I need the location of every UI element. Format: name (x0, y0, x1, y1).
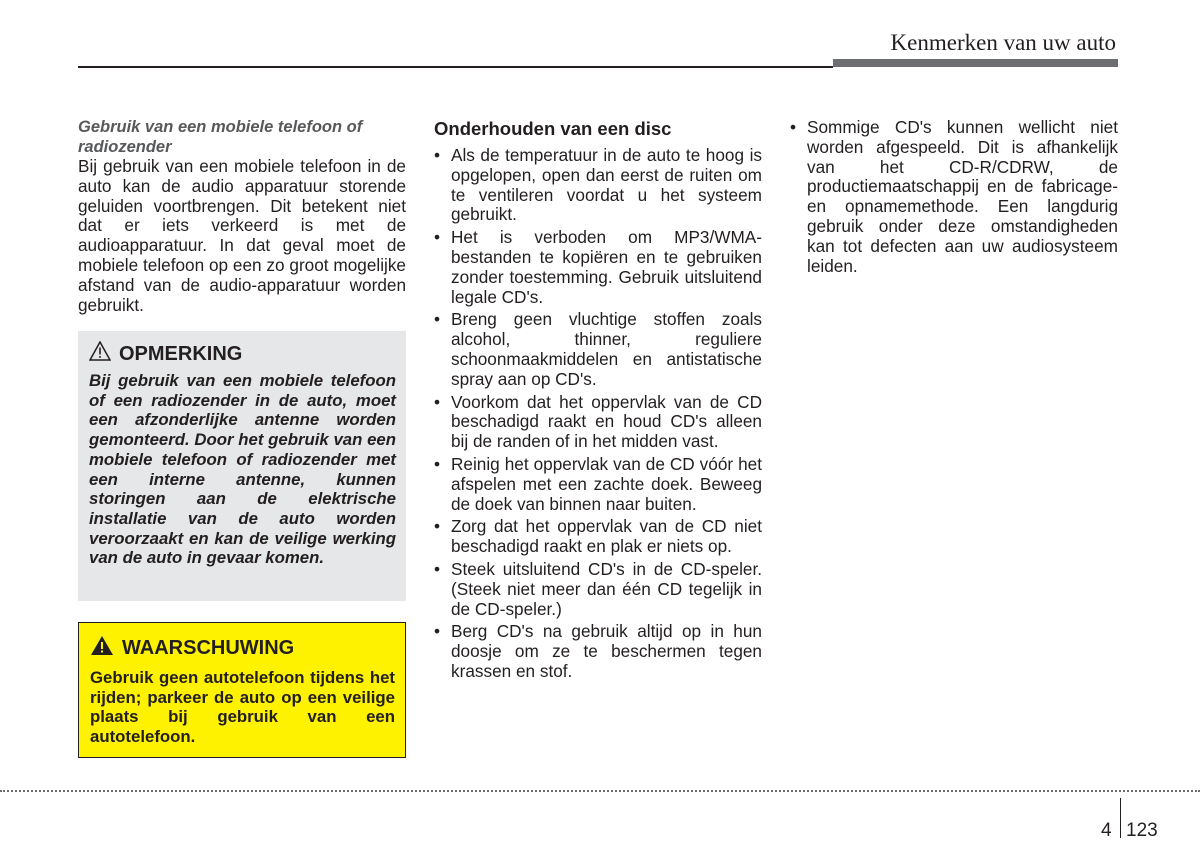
bullet-icon: • (434, 516, 441, 537)
warning-triangle-filled-icon (90, 635, 122, 662)
header-bar (833, 59, 1118, 67)
list-item: • Breng geen vluchtige stoffen zoals alcohol, thinner, reguliere schoonmaakmiddelen en antistatische spray aan op CD's. (434, 309, 762, 389)
warning-text: Gebruik geen autotelefoon tijdens het rijden; parkeer de auto op een veilige plaats bij gebruik van een autotelefoon. (90, 668, 395, 747)
bullet-icon: • (434, 145, 441, 165)
list-item: • Als de temperatuur in de auto te hoog is opgelopen, open dan eerst de ruiten om te ventileren voordat u het systeem gebruikt. (434, 145, 762, 225)
header-rule (78, 66, 833, 68)
warning-heading (90, 635, 395, 662)
disc-care-list (434, 146, 762, 682)
note-heading (89, 341, 396, 367)
cd-compat-list (790, 118, 1118, 276)
note-title: OPMERKING (119, 342, 243, 365)
column-1 (78, 118, 406, 315)
bullet-icon: • (434, 227, 441, 248)
list-item: • Berg CD's na gebruik altijd op in hun doosje om ze te beschermen tegen krassen en stof. (434, 621, 762, 681)
warning-triangle-outline-icon (89, 341, 119, 367)
page-number-divider (1120, 798, 1121, 838)
bullet-icon: • (434, 309, 441, 330)
footer-dotted-rule (0, 790, 1200, 792)
list-item: • Het is verboden om MP3/WMA-bestanden te kopiëren en te gebruiken zonder toestemming. Gebruik uitsluitend legale CD's. (434, 227, 762, 307)
column-2 (434, 118, 762, 685)
bullet-icon: • (434, 621, 441, 642)
paragraph-mobile-phone: Bij gebruik van een mobiele telefoon in de auto kan de audio apparatuur storende geluiden voortbrengen. Dit betekent niet dat er iets verkeerd is met de audioapparatuur. In dat geval moet de mobiele telefoon op een zo groot mogelijke afstand van de audio-apparatuur worden gebruikt. (78, 156, 406, 315)
list-item: • Reinig het oppervlak van de CD vóór het afspelen met een zachte doek. Beweeg de doek van binnen naar buiten. (434, 453, 762, 514)
page-header-title: Kenmerken van uw auto (890, 30, 1116, 55)
note-box (78, 331, 406, 601)
bullet-icon: • (790, 117, 797, 137)
warning-title: WAARSCHUWING (122, 637, 295, 659)
bullet-icon: • (434, 558, 441, 579)
list-item: • Zorg dat het oppervlak van de CD niet beschadigd raakt en plak er niets op. (434, 516, 762, 557)
list-item: • Sommige CD's kunnen wellicht niet worden afgespeeld. Dit is afhankelijk van het CD-R/CDRW, de productiemaatschappij en de fabricage- en opnamemethode. Een langdurig gebruik onder deze omstandigheden kan tot defecten aan uw audiosysteem leiden. (790, 117, 1118, 276)
note-text: Bij gebruik van een mobiele telefoon of een radiozender in de auto, moet een afzonderlijke antenne worden gemonteerd. Door het gebruik van een mobiele telefoon of radiozender met een interne antenne, kunnen storingen aan de elektrische installatie van de auto worden veroorzaakt en kan de veilige werking van de auto in gevaar komen. (89, 371, 396, 568)
bullet-icon: • (434, 453, 441, 474)
warning-box (78, 622, 406, 758)
list-item: • Voorkom dat het oppervlak van de CD beschadigd raakt en houd CD's alleen bij de randen of in het midden vast. (434, 391, 762, 452)
chapter-number: 4 (1101, 820, 1112, 841)
list-item: • Steek uitsluitend CD's in de CD-speler. (Steek niet meer dan één CD tegelijk in de CD-speler.) (434, 558, 762, 619)
section-title-disc-care: Onderhouden van een disc (434, 118, 672, 139)
bullet-icon: • (434, 391, 441, 412)
column-3 (790, 118, 1118, 279)
page-number: 123 (1126, 820, 1158, 841)
subheading-mobile-phone: Gebruik van een mobiele telefoon of radiozender (78, 118, 363, 156)
